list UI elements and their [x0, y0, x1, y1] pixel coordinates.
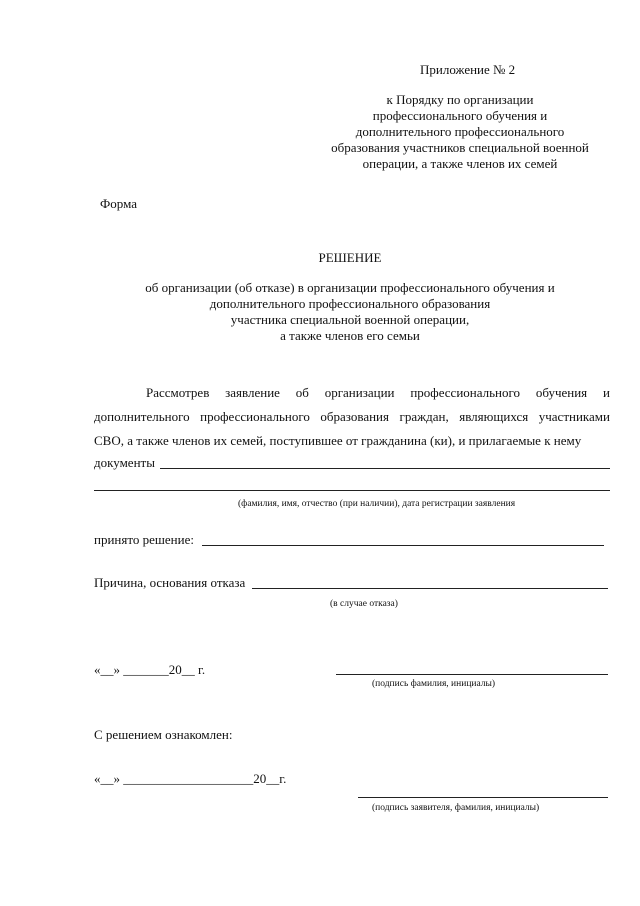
word: и: [602, 385, 610, 400]
acquainted-label: С решением ознакомлен:: [94, 727, 233, 742]
signature-caption-1: (подпись фамилия, инициалы): [372, 679, 496, 689]
decision-fill-line[interactable]: [202, 545, 604, 546]
signature-caption-2: (подпись заявителя, фамилия, инициалы): [372, 803, 540, 813]
word: профессионального: [200, 409, 310, 424]
word: профессионального: [410, 385, 521, 400]
signature-line-2[interactable]: [358, 797, 608, 798]
document-subtitle-line: дополнительного профессионального образования: [209, 296, 491, 311]
reason-label: Причина, основания отказа: [94, 575, 246, 590]
word: обучения: [535, 385, 588, 400]
word: дополнительного: [94, 409, 190, 424]
body-line-1: [146, 385, 610, 401]
appendix-title: Приложение № 2: [420, 62, 516, 77]
decision-date: «__» _______20__ г.: [94, 662, 206, 677]
document-subtitle-line: об организации (об отказе) в организации профессионального обучения и: [145, 280, 555, 295]
documents-fill-line[interactable]: [160, 468, 610, 469]
word: об: [295, 385, 309, 400]
appendix-line: дополнительного профессионального: [355, 124, 565, 139]
appendix-line: операции, а также членов их семей: [362, 156, 558, 171]
document-title: РЕШЕНИЕ: [318, 250, 382, 265]
word: участниками: [538, 409, 610, 424]
document-subtitle-line: участника специальной военной операции,: [230, 312, 470, 327]
reason-caption: (в случае отказа): [330, 599, 398, 609]
body-line-3: СВО, а также членов их семей, поступившее от гражданина (ки), и прилагаемые к нему: [94, 433, 582, 448]
word: Рассмотрев: [146, 385, 210, 400]
document-subtitle-line: а также членов его семьи: [280, 328, 420, 343]
appendix-line: образования участников специальной военной: [331, 140, 589, 155]
form-label: Форма: [100, 196, 137, 211]
documents-label: документы: [94, 455, 155, 470]
word: граждан,: [399, 409, 449, 424]
body-line-2: [94, 409, 610, 425]
decision-label: принято решение:: [94, 532, 194, 547]
appendix-line: профессионального обучения и: [372, 108, 548, 123]
appendix-line: к Порядку по организации: [386, 92, 534, 107]
signature-line-1[interactable]: [336, 674, 608, 675]
word: организации: [324, 385, 395, 400]
word: заявление: [225, 385, 280, 400]
word: образования: [320, 409, 389, 424]
acquaintance-date: «__» ____________________20__г.: [94, 771, 287, 786]
applicant-caption: (фамилия, имя, отчество (при наличии), дата регистрации заявления: [238, 499, 516, 509]
applicant-fill-line[interactable]: [94, 490, 610, 491]
reason-fill-line[interactable]: [252, 588, 608, 589]
word: являющихся: [459, 409, 529, 424]
